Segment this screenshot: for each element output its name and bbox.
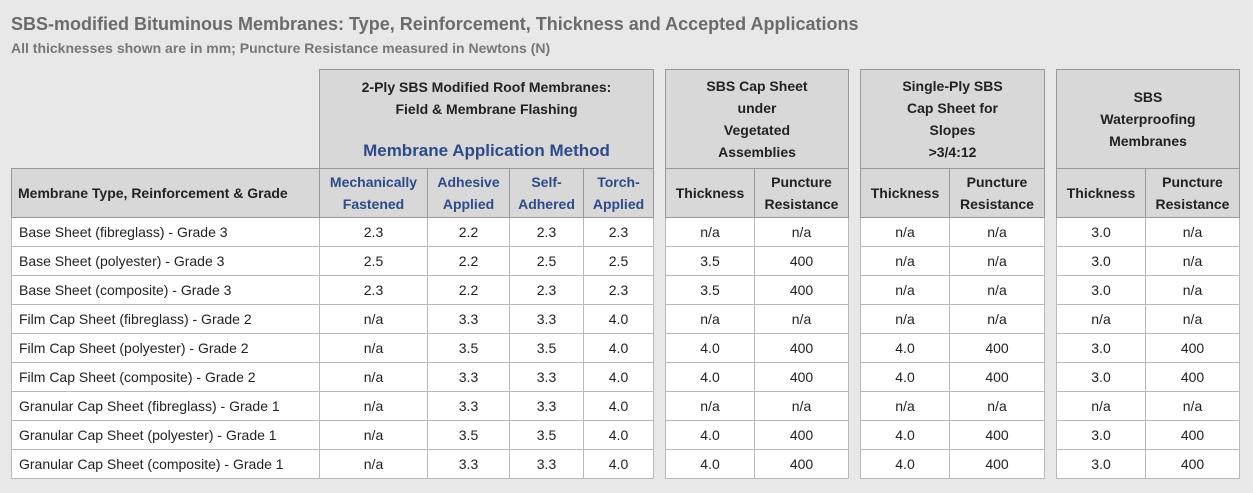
- cell-slopes-puncture: 400: [950, 363, 1045, 392]
- cell-mechanically-fastened: n/a: [320, 363, 428, 392]
- cell-slopes-puncture: n/a: [950, 392, 1045, 421]
- cell-mechanically-fastened: n/a: [320, 334, 428, 363]
- cell-mechanically-fastened: 2.3: [320, 276, 428, 305]
- cell-vegetated-thickness: n/a: [666, 392, 755, 421]
- cell-slopes-puncture: n/a: [950, 247, 1045, 276]
- cell-vegetated-puncture: n/a: [755, 218, 849, 247]
- cell-waterproofing-thickness: 3.0: [1057, 450, 1146, 479]
- cell-waterproofing-thickness: 3.0: [1057, 363, 1146, 392]
- table-row: [12, 421, 1240, 450]
- cell-mechanically-fastened: n/a: [320, 421, 428, 450]
- cell-slopes-thickness: n/a: [861, 218, 950, 247]
- cell-mechanically-fastened: 2.5: [320, 247, 428, 276]
- group-vegetated: SBS Cap Sheet under Vegetated Assemblies: [666, 70, 849, 169]
- cell-torch-applied: 2.3: [584, 218, 654, 247]
- cell-self-adhered: 2.3: [510, 218, 584, 247]
- cell-membrane-type: Base Sheet (composite) - Grade 3: [12, 276, 320, 305]
- cell-slopes-thickness: 4.0: [861, 363, 950, 392]
- cell-membrane-type: Film Cap Sheet (polyester) - Grade 2: [12, 334, 320, 363]
- cell-slopes-thickness: 4.0: [861, 421, 950, 450]
- cell-vegetated-thickness: 4.0: [666, 363, 755, 392]
- cell-waterproofing-puncture: 400: [1146, 421, 1240, 450]
- col-header-adhesive-applied: Adhesive Applied: [428, 169, 510, 218]
- cell-adhesive-applied: 2.2: [428, 276, 510, 305]
- cell-vegetated-thickness: n/a: [666, 218, 755, 247]
- table-row: [12, 247, 1240, 276]
- cell-waterproofing-puncture: n/a: [1146, 392, 1240, 421]
- cell-adhesive-applied: 3.3: [428, 450, 510, 479]
- cell-vegetated-puncture: 400: [755, 247, 849, 276]
- cell-slopes-thickness: n/a: [861, 247, 950, 276]
- col-header-waterproofing-puncture: Puncture Resistance: [1146, 169, 1240, 218]
- table-row: [12, 334, 1240, 363]
- cell-adhesive-applied: 3.5: [428, 334, 510, 363]
- cell-adhesive-applied: 2.2: [428, 247, 510, 276]
- cell-vegetated-puncture: n/a: [755, 305, 849, 334]
- cell-self-adhered: 3.3: [510, 363, 584, 392]
- cell-membrane-type: Granular Cap Sheet (fibreglass) - Grade 1: [12, 392, 320, 421]
- cell-self-adhered: 2.3: [510, 276, 584, 305]
- cell-mechanically-fastened: n/a: [320, 392, 428, 421]
- cell-mechanically-fastened: n/a: [320, 450, 428, 479]
- cell-self-adhered: 3.3: [510, 392, 584, 421]
- cell-vegetated-thickness: 3.5: [666, 247, 755, 276]
- cell-self-adhered: 3.3: [510, 450, 584, 479]
- group-roof-title: 2-Ply SBS Modified Roof Membranes: Field & Membrane Flashing: [361, 79, 612, 117]
- cell-waterproofing-puncture: 400: [1146, 334, 1240, 363]
- cell-self-adhered: 2.5: [510, 247, 584, 276]
- cell-waterproofing-puncture: n/a: [1146, 305, 1240, 334]
- cell-vegetated-puncture: 400: [755, 276, 849, 305]
- table-row: [12, 218, 1240, 247]
- table-row: [12, 276, 1240, 305]
- cell-slopes-thickness: n/a: [861, 305, 950, 334]
- cell-membrane-type: Film Cap Sheet (composite) - Grade 2: [12, 363, 320, 392]
- cell-adhesive-applied: 2.2: [428, 218, 510, 247]
- cell-slopes-puncture: n/a: [950, 305, 1045, 334]
- cell-slopes-thickness: 4.0: [861, 450, 950, 479]
- membrane-table: [11, 69, 1240, 479]
- group-waterproofing: SBS Waterproofing Membranes: [1057, 70, 1240, 169]
- cell-slopes-puncture: n/a: [950, 218, 1045, 247]
- cell-waterproofing-thickness: 3.0: [1057, 218, 1146, 247]
- cell-waterproofing-puncture: n/a: [1146, 247, 1240, 276]
- application-method-heading: Membrane Application Method: [363, 141, 610, 160]
- table-row: [12, 305, 1240, 334]
- cell-slopes-puncture: 400: [950, 334, 1045, 363]
- cell-torch-applied: 4.0: [584, 305, 654, 334]
- cell-slopes-puncture: 400: [950, 450, 1045, 479]
- cell-membrane-type: Film Cap Sheet (fibreglass) - Grade 2: [12, 305, 320, 334]
- col-header-type: Membrane Type, Reinforcement & Grade: [12, 169, 320, 218]
- cell-vegetated-thickness: 4.0: [666, 334, 755, 363]
- column-header-row: [12, 169, 1240, 218]
- page-title: SBS-modified Bituminous Membranes: Type, Reinforcement, Thickness and Accepted Applications: [11, 14, 859, 34]
- cell-slopes-thickness: n/a: [861, 392, 950, 421]
- cell-mechanically-fastened: n/a: [320, 305, 428, 334]
- cell-membrane-type: Base Sheet (polyester) - Grade 3: [12, 247, 320, 276]
- cell-vegetated-puncture: 400: [755, 421, 849, 450]
- cell-torch-applied: 4.0: [584, 450, 654, 479]
- cell-vegetated-puncture: 400: [755, 450, 849, 479]
- cell-self-adhered: 3.5: [510, 334, 584, 363]
- cell-membrane-type: Granular Cap Sheet (composite) - Grade 1: [12, 450, 320, 479]
- table-row: [12, 363, 1240, 392]
- col-header-slopes-thickness: Thickness: [861, 169, 950, 218]
- cell-slopes-puncture: n/a: [950, 276, 1045, 305]
- group-roof-membranes: [320, 70, 654, 169]
- col-header-vegetated-thickness: Thickness: [666, 169, 755, 218]
- col-header-mechanically-fastened: Mechanically Fastened: [320, 169, 428, 218]
- cell-adhesive-applied: 3.3: [428, 305, 510, 334]
- cell-adhesive-applied: 3.3: [428, 363, 510, 392]
- page-subtitle: All thicknesses shown are in mm; Puncture Resistance measured in Newtons (N): [11, 40, 551, 56]
- cell-vegetated-thickness: 3.5: [666, 276, 755, 305]
- cell-membrane-type: Granular Cap Sheet (polyester) - Grade 1: [12, 421, 320, 450]
- cell-vegetated-thickness: 4.0: [666, 421, 755, 450]
- cell-mechanically-fastened: 2.3: [320, 218, 428, 247]
- cell-slopes-puncture: 400: [950, 421, 1045, 450]
- cell-torch-applied: 4.0: [584, 421, 654, 450]
- cell-waterproofing-puncture: n/a: [1146, 218, 1240, 247]
- cell-waterproofing-thickness: 3.0: [1057, 276, 1146, 305]
- cell-adhesive-applied: 3.3: [428, 392, 510, 421]
- col-header-vegetated-puncture: Puncture Resistance: [755, 169, 849, 218]
- cell-self-adhered: 3.3: [510, 305, 584, 334]
- cell-vegetated-puncture: 400: [755, 334, 849, 363]
- cell-torch-applied: 2.5: [584, 247, 654, 276]
- col-header-waterproofing-thickness: Thickness: [1057, 169, 1146, 218]
- cell-waterproofing-thickness: 3.0: [1057, 334, 1146, 363]
- cell-vegetated-puncture: 400: [755, 363, 849, 392]
- group-slopes: Single-Ply SBS Cap Sheet for Slopes >3/4:12: [861, 70, 1045, 169]
- cell-vegetated-thickness: 4.0: [666, 450, 755, 479]
- cell-torch-applied: 4.0: [584, 334, 654, 363]
- cell-vegetated-thickness: n/a: [666, 305, 755, 334]
- cell-waterproofing-thickness: 3.0: [1057, 421, 1146, 450]
- cell-torch-applied: 4.0: [584, 392, 654, 421]
- cell-slopes-thickness: 4.0: [861, 334, 950, 363]
- header-blank: [12, 70, 320, 169]
- cell-waterproofing-thickness: n/a: [1057, 305, 1146, 334]
- table-row: [12, 392, 1240, 421]
- col-header-self-adhered: Self- Adhered: [510, 169, 584, 218]
- cell-membrane-type: Base Sheet (fibreglass) - Grade 3: [12, 218, 320, 247]
- cell-waterproofing-thickness: 3.0: [1057, 247, 1146, 276]
- cell-waterproofing-puncture: 400: [1146, 363, 1240, 392]
- cell-waterproofing-puncture: 400: [1146, 450, 1240, 479]
- cell-adhesive-applied: 3.5: [428, 421, 510, 450]
- cell-waterproofing-puncture: n/a: [1146, 276, 1240, 305]
- cell-self-adhered: 3.5: [510, 421, 584, 450]
- cell-torch-applied: 4.0: [584, 363, 654, 392]
- cell-waterproofing-thickness: n/a: [1057, 392, 1146, 421]
- cell-slopes-thickness: n/a: [861, 276, 950, 305]
- cell-vegetated-puncture: n/a: [755, 392, 849, 421]
- col-header-slopes-puncture: Puncture Resistance: [950, 169, 1045, 218]
- table-row: [12, 450, 1240, 479]
- cell-torch-applied: 2.3: [584, 276, 654, 305]
- col-header-torch-applied: Torch- Applied: [584, 169, 654, 218]
